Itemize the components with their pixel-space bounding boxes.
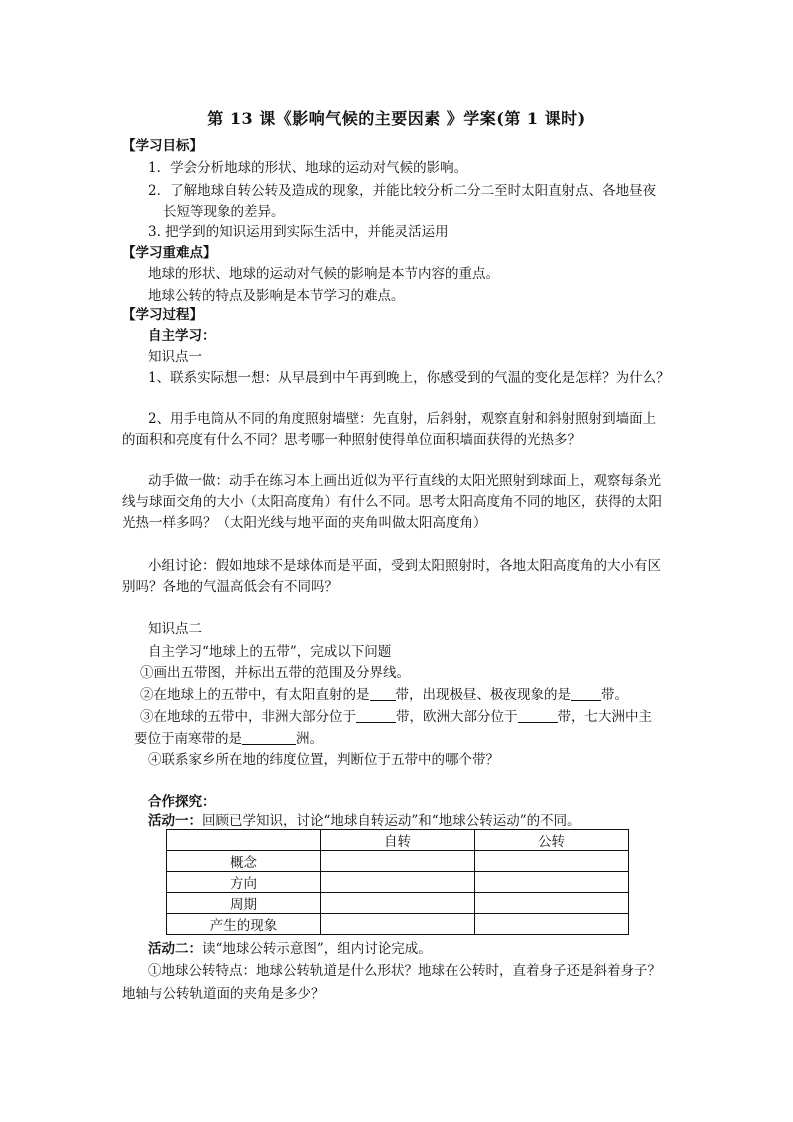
five-zones-q4: ④联系家乡所在地的纬度位置，判断位于五带中的哪个带？	[148, 752, 499, 768]
activity-2-q1-line2: 地轴与公转轨道面的夹角是多少？	[122, 986, 325, 1002]
rotation-revolution-table	[166, 829, 629, 935]
table-row	[167, 851, 629, 872]
five-zones-q2-part1: ②在地球上的五带中，有太阳直射的是	[140, 687, 370, 703]
table-row	[167, 872, 629, 893]
five-zones-q1: ①画出五带图，并标出五带的范围及分界线。	[140, 665, 410, 681]
table-header-cell: 自转	[321, 830, 475, 851]
question-1: 1、联系实际想一想：从早晨到中午再到晚上，你感受到的气温的变化是怎样？为什么？	[148, 370, 670, 386]
answer-blank-europe[interactable]	[518, 708, 558, 723]
knowledge-point-1: 知识点一	[148, 349, 202, 365]
table-row-label: 产生的现象	[167, 914, 321, 935]
focus-heading: 【学习重难点】	[122, 245, 217, 261]
table-header-cell	[167, 830, 321, 851]
table-cell[interactable]	[475, 872, 629, 893]
table-cell[interactable]	[475, 914, 629, 935]
five-zones-q3-part5: 洲。	[296, 731, 323, 747]
five-zones-q3-part2: 带，欧洲大部分位于	[396, 709, 518, 725]
goals-heading: 【学习目标】	[122, 138, 203, 154]
activity-2	[148, 939, 432, 960]
activity-2-text: 读“地球公转示意图”，组内讨论完成。	[202, 941, 432, 957]
focus-item-2: 地球公转的特点及影响是本节学习的难点。	[148, 288, 405, 304]
table-header-row	[167, 830, 629, 851]
table-cell[interactable]	[321, 914, 475, 935]
group-discussion-line2: 别吗？各地的气温高低会有不同吗？	[122, 579, 338, 595]
five-zones-q3-cont	[134, 729, 323, 750]
process-heading: 【学习过程】	[122, 307, 203, 323]
hands-on-line2: 线与球面交角的大小（太阳高度角）有什么不同。思考太阳高度角不同的地区，获得的太阳	[122, 494, 662, 510]
table-cell[interactable]	[321, 893, 475, 914]
answer-blank-polar-day[interactable]	[571, 686, 601, 701]
table-row	[167, 893, 629, 914]
focus-item-1: 地球的形状、地球的运动对气候的影响是本节内容的重点。	[148, 266, 499, 282]
hands-on-line1: 动手做一做：动手在练习本上画出近似为平行直线的太阳光照射到球面上，观察每条光	[148, 473, 661, 489]
cooperation-label: 合作探究：	[148, 794, 216, 810]
hands-on-line3: 光热一样多吗？（太阳光线与地平面的夹角叫做太阳高度角）	[122, 515, 487, 531]
table-row	[167, 914, 629, 935]
goal-item-2: 2．了解地球自转公转及造成的现象，并能比较分析二分二至时太阳直射点、各地昼夜	[148, 183, 657, 199]
table-header-cell: 公转	[475, 830, 629, 851]
question-2-line1: 2、用手电筒从不同的角度照射墙壁：先直射，后斜射，观察直射和斜射照射到墙面上	[148, 411, 657, 427]
five-zones-q3	[140, 707, 652, 728]
page-title: 第 13 课《影响气候的主要因素 》学案(第 1 课时)	[207, 109, 586, 128]
five-zones-q2-part2: 带，出现极昼、极夜现象的是	[395, 687, 571, 703]
table-cell[interactable]	[321, 851, 475, 872]
activity-2-label: 活动二：	[148, 941, 202, 957]
knowledge-point-2: 知识点二	[148, 621, 202, 637]
group-discussion-line1: 小组讨论：假如地球不是球体而是平面，受到太阳照射时，各地太阳高度角的大小有区	[148, 558, 661, 574]
activity-2-q1-line1: ①地球公转特点：地球公转轨道是什么形状？地球在公转时，直着身子还是斜着身子？	[148, 963, 661, 979]
table-row-label: 概念	[167, 851, 321, 872]
five-zones-q3-part4: 要位于南寒带的是	[134, 731, 242, 747]
goal-item-2-cont: 长短等现象的差异。	[163, 204, 285, 220]
table-cell[interactable]	[475, 851, 629, 872]
answer-blank-south-frigid[interactable]	[242, 730, 296, 745]
activity-1-label: 活动一：	[148, 813, 202, 829]
answer-blank-direct-sun[interactable]	[370, 686, 396, 701]
table-row-label: 方向	[167, 872, 321, 893]
five-zones-q3-part1: ③在地球的五带中，非洲大部分位于	[140, 709, 356, 725]
question-2-line2: 的面积和亮度有什么不同？思考哪一种照射使得单位面积墙面获得的光热多？	[122, 432, 581, 448]
activity-1-text: 回顾已学知识，讨论“地球自转运动”和“地球公转运动”的不同。	[202, 813, 581, 829]
goal-item-1: 1．学会分析地球的形状、地球的运动对气候的影响。	[148, 160, 468, 176]
table-cell[interactable]	[321, 872, 475, 893]
answer-blank-africa[interactable]	[356, 708, 396, 723]
five-zones-q3-part3: 带，七大洲中主	[557, 709, 652, 725]
goal-item-3: 3. 把学到的知识运用到实际生活中，并能灵活运用	[148, 224, 449, 240]
five-zones-intro: 自主学习“地球上的五带”，完成以下问题	[148, 644, 392, 660]
table-cell[interactable]	[475, 893, 629, 914]
table-row-label: 周期	[167, 893, 321, 914]
five-zones-q2	[140, 685, 628, 706]
self-study-label: 自主学习：	[148, 328, 216, 344]
five-zones-q2-part3: 带。	[601, 687, 628, 703]
